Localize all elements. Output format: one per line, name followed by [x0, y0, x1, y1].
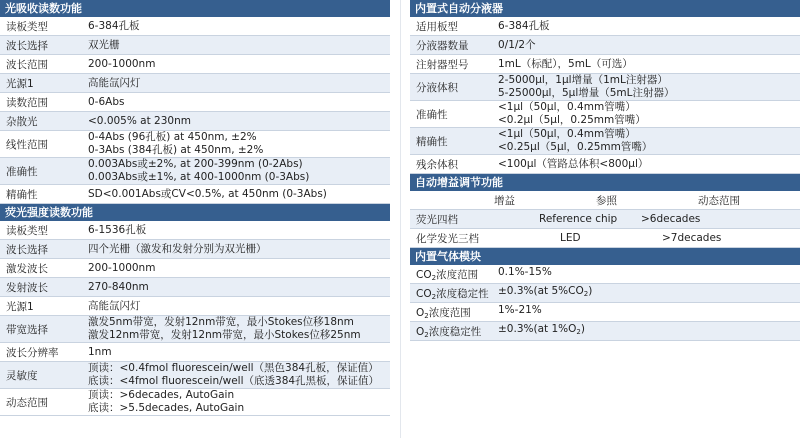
label-main: CO — [416, 287, 432, 300]
spec-value-line: 1mL（标配），5mL（可选） — [498, 57, 633, 70]
label-tail: 浓度稳定性 — [436, 287, 489, 300]
spec-label: 线性范围 — [6, 138, 48, 151]
table-row — [0, 131, 390, 158]
spec-value-line: SD<0.001Abs或CV<0.5%, at 450nm (0-3Abs) — [88, 187, 327, 200]
spec-value-line: <0.005% at 230nm — [88, 114, 191, 127]
label-subscript: 2 — [431, 273, 437, 282]
table-row — [0, 259, 390, 278]
gain-section-title: 自动增益调节功能 — [410, 174, 800, 191]
table-row — [0, 316, 390, 343]
gain-row-gain: 四档 — [437, 213, 458, 226]
spec-label: 读数范围 — [6, 96, 48, 109]
spec-value — [84, 262, 390, 275]
spec-value — [84, 362, 390, 388]
value-subscript: 2 — [576, 328, 581, 336]
value-main: 1%-21% — [498, 304, 542, 316]
gain-header-dynamic-range: 动态范围 — [698, 194, 740, 207]
table-row — [0, 93, 390, 112]
spec-value-line: 双光栅 — [88, 38, 120, 51]
label-tail: 浓度范围 — [428, 306, 471, 319]
spec-label: 带宽选择 — [6, 323, 48, 336]
spec-value — [494, 101, 800, 127]
spec-value — [494, 323, 800, 339]
left-spec-panel — [0, 0, 390, 416]
dispenser-spec-table — [410, 17, 800, 174]
spec-value — [84, 58, 390, 71]
spec-value — [494, 158, 800, 171]
spec-value-line: 0.003Abs或±2%, at 200-399nm (0-2Abs) — [88, 158, 303, 170]
spec-value — [494, 39, 800, 52]
spec-value — [494, 304, 800, 320]
spec-value-line: 底读：<4fmol fluorescein/well（底透384孔黑板，保证值） — [88, 375, 380, 387]
spec-label: 波长选择 — [6, 243, 48, 256]
table-row — [0, 240, 390, 259]
value-tail: ) — [580, 323, 585, 335]
spec-value-line: 0-6Abs — [88, 95, 125, 108]
spec-value-line: 激发5nm带宽，发射12nm带宽，最小Stokes位移18nm — [88, 316, 354, 328]
spec-label: 准确性 — [416, 108, 448, 121]
spec-label: 灵敏度 — [6, 369, 38, 382]
table-row — [410, 284, 800, 303]
label-tail: 浓度稳定性 — [428, 325, 482, 338]
table-row — [410, 322, 800, 341]
spec-label: 残余体积 — [416, 158, 458, 171]
label-main: O — [416, 306, 425, 319]
spec-value-line: <100μl（管路总体积<800μl） — [498, 157, 649, 170]
table-row — [0, 17, 390, 36]
spec-value — [494, 20, 800, 33]
spec-label — [410, 324, 494, 339]
spec-value — [494, 266, 800, 282]
spec-label — [410, 286, 494, 301]
spec-value — [84, 188, 390, 201]
spec-value-line: 200-1000nm — [88, 57, 156, 70]
table-row — [410, 210, 800, 229]
spec-value-line: 顶读：>6decades, AutoGain — [88, 389, 235, 401]
spec-label — [410, 305, 494, 320]
table-row — [410, 265, 800, 284]
label-subscript: 2 — [431, 292, 437, 301]
spec-label: 动态范围 — [6, 396, 48, 409]
spec-value — [84, 316, 390, 342]
value-tail: ) — [588, 285, 593, 297]
absorbance-spec-table — [0, 17, 390, 204]
spec-label: 波长分辨率 — [6, 346, 59, 359]
spec-value-line: 270-840nm — [88, 280, 149, 293]
table-row — [0, 221, 390, 240]
gain-row-reference: Reference chip — [539, 213, 618, 225]
column-divider — [400, 0, 401, 438]
table-row — [410, 229, 800, 248]
spec-value — [84, 389, 390, 415]
spec-value-line: <0.2μl（5μl，0.25mm管嘴） — [498, 114, 646, 126]
spec-value-line: 0.003Abs或±1%, at 400-1000nm (0-3Abs) — [88, 171, 310, 183]
spec-value-line: <1μl（50μl，0.4mm管嘴） — [498, 128, 636, 140]
spec-label: 光源1 — [6, 300, 34, 313]
gain-row-range: >7decades — [662, 232, 722, 244]
spec-value — [84, 20, 390, 33]
spec-value-line: 顶读：<0.4fmol fluorescein/well（黑色384孔板，保证值） — [88, 362, 379, 374]
spec-value — [494, 128, 800, 154]
value-main: ±0.3%(at 1%O — [498, 323, 577, 335]
gain-header-reference: 参照 — [596, 194, 617, 207]
gain-table-header — [410, 191, 800, 210]
spec-label: 分液器数量 — [416, 39, 469, 52]
spec-value-line: 0-3Abs (384孔板) at 450nm, ±2% — [88, 144, 264, 156]
spec-value-line: <0.25μl（5μl，0.25mm管嘴） — [498, 141, 653, 153]
dispenser-section-title: 内置式自动分液器 — [410, 0, 800, 17]
spec-label: 杂散光 — [6, 115, 38, 128]
fluorescence-section-title: 荧光强度读数功能 — [0, 204, 390, 221]
spec-value — [84, 96, 390, 109]
spec-label: 注射器型号 — [416, 58, 469, 71]
gain-header-gain: 增益 — [494, 194, 515, 207]
table-row — [0, 74, 390, 93]
spec-value-line: 200-1000nm — [88, 261, 156, 274]
label-tail: 浓度范围 — [436, 268, 479, 281]
spec-label: 精确性 — [416, 135, 448, 148]
table-row — [0, 55, 390, 74]
label-subscript: 2 — [424, 330, 429, 339]
spec-value-line: 高能氙闪灯 — [88, 299, 141, 312]
table-row — [0, 278, 390, 297]
gain-row-range: >6decades — [641, 213, 701, 225]
spec-value — [84, 77, 390, 90]
spec-value — [494, 285, 800, 301]
spec-value-line: 1nm — [88, 345, 112, 358]
gain-row-label: 荧光 — [416, 213, 437, 226]
spec-value — [84, 243, 390, 256]
spec-value — [84, 300, 390, 313]
table-row — [0, 389, 390, 416]
value-main: 0.1%-15% — [498, 266, 552, 278]
spec-label: 光源1 — [6, 77, 34, 90]
spec-value-line: 0-4Abs (96孔板) at 450nm, ±2% — [88, 131, 257, 143]
spec-value-line: <1μl（50μl，0.4mm管嘴） — [498, 101, 636, 113]
table-row — [410, 74, 800, 101]
table-row — [410, 128, 800, 155]
table-row — [0, 297, 390, 316]
spec-value — [84, 224, 390, 237]
table-row — [410, 55, 800, 74]
right-spec-panel — [410, 0, 800, 341]
spec-value — [84, 346, 390, 359]
spec-label: 精确性 — [6, 188, 38, 201]
spec-value-line: 四个光栅（激发和发射分别为双光栅） — [88, 242, 267, 255]
spec-value-line: 底读：>5.5decades, AutoGain — [88, 402, 245, 414]
value-subscript: 2 — [583, 290, 589, 298]
table-row — [0, 362, 390, 389]
spec-label: 波长范围 — [6, 58, 48, 71]
spec-value — [494, 58, 800, 71]
spec-label: 适用板型 — [416, 20, 458, 33]
label-main: O — [416, 325, 425, 338]
spec-value-line: 0/1/2个 — [498, 38, 536, 51]
table-row — [0, 112, 390, 131]
spec-value — [494, 74, 800, 100]
spec-value-line: 2-5000μl，1μl增量（1mL注射器） — [498, 74, 668, 86]
table-row — [410, 155, 800, 174]
spec-value-line: 6-384孔板 — [498, 19, 550, 32]
spec-value — [84, 115, 390, 128]
spec-value-line: 高能氙闪灯 — [88, 76, 141, 89]
table-row — [0, 36, 390, 55]
spec-label: 读板类型 — [6, 224, 48, 237]
spec-value — [84, 131, 390, 157]
spec-label: 读板类型 — [6, 20, 48, 33]
table-row — [410, 36, 800, 55]
fluorescence-spec-table — [0, 221, 390, 416]
value-main: ±0.3%(at 5%CO — [498, 285, 584, 297]
gain-row-gain: 三档 — [458, 232, 479, 245]
spec-value-line: 6-384孔板 — [88, 19, 140, 32]
spec-value — [84, 281, 390, 294]
table-row — [410, 101, 800, 128]
spec-value-line: 激发12nm带宽，发射12nm带宽，最小Stokes位移25nm — [88, 329, 361, 341]
label-main: CO — [416, 268, 432, 281]
table-row — [410, 17, 800, 36]
spec-value — [84, 158, 390, 184]
spec-value-line: 6-1536孔板 — [88, 223, 147, 236]
gas-section-title: 内置气体模块 — [410, 248, 800, 265]
table-row — [0, 158, 390, 185]
spec-label: 发射波长 — [6, 281, 48, 294]
absorbance-section-title: 光吸收读数功能 — [0, 0, 390, 17]
spec-label: 波长选择 — [6, 39, 48, 52]
label-subscript: 2 — [424, 311, 429, 320]
gain-row-label: 化学发光 — [416, 232, 458, 245]
gas-spec-table — [410, 265, 800, 341]
gain-row-reference: LED — [560, 232, 581, 244]
spec-label: 分液体积 — [416, 81, 458, 94]
spec-value-line: 5-25000μl，5μl增量（5mL注射器） — [498, 87, 675, 99]
spec-label: 准确性 — [6, 165, 38, 178]
spec-label — [410, 267, 494, 282]
table-row — [0, 343, 390, 362]
spec-label: 激发波长 — [6, 262, 48, 275]
table-row — [410, 303, 800, 322]
table-row — [0, 185, 390, 204]
spec-value — [84, 39, 390, 52]
